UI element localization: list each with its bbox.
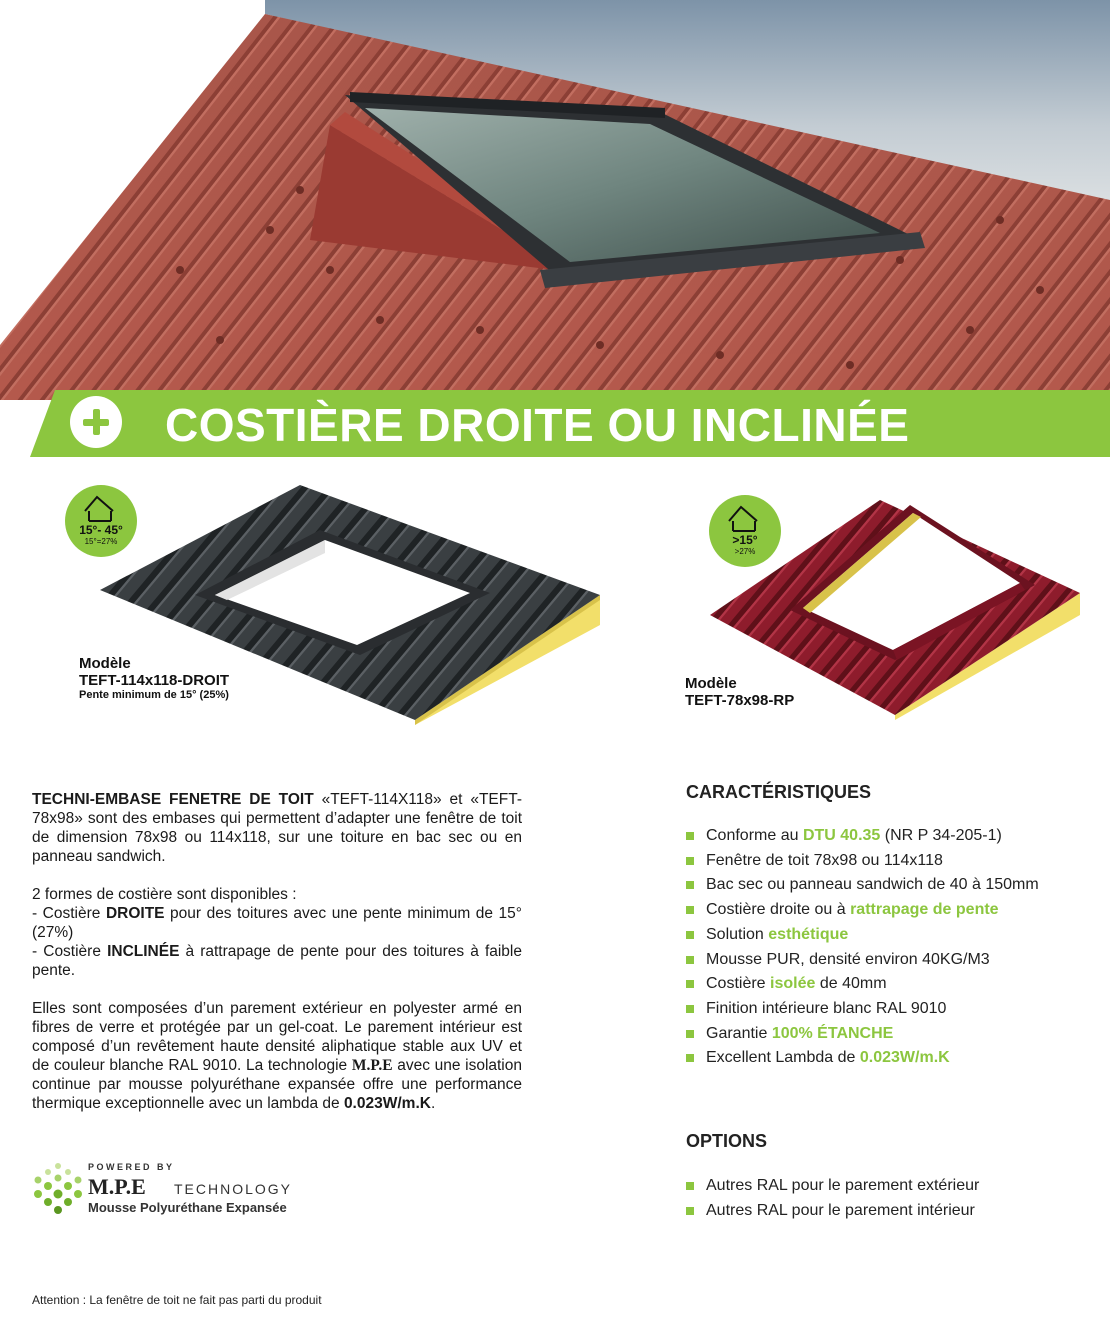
characteristic-item <box>686 997 1106 1022</box>
model-code: TEFT-78x98-RP <box>685 692 795 709</box>
item-highlight: rattrapage de pente <box>850 901 999 919</box>
item-text: Excellent Lambda de <box>706 1049 860 1067</box>
badge-angle: >15° <box>732 533 758 547</box>
model-code: TEFT-114x118-DROIT <box>79 672 230 689</box>
bullet-square-icon <box>686 1207 694 1215</box>
characteristic-item <box>686 824 1106 849</box>
bullet-square-icon <box>686 1005 694 1013</box>
house-slope-icon <box>83 493 119 523</box>
bullet-square-icon <box>686 956 694 964</box>
slope-badge-right <box>709 495 781 567</box>
description-text: «TEFT-114X118» et «TEFT-78x98» sont des embases qui permettent d’adapter une fenêtre de toit de dimension 78x98 ou 114x118, sur une toiture en bac sec ou en panneau sandwich. <box>32 791 522 865</box>
bullet-square-icon <box>686 881 694 889</box>
product-description <box>32 790 522 1132</box>
bullet-square-icon <box>686 1054 694 1062</box>
mpe-dots-icon <box>32 1160 84 1216</box>
characteristic-item <box>686 948 1106 973</box>
product-name: TECHNI-EMBASE FENETRE DE TOIT <box>32 791 314 808</box>
text: . <box>430 1095 436 1112</box>
item-text: Finition intérieure blanc RAL 9010 <box>706 999 947 1017</box>
text: pour des toitures avec une pente minimum de 15° (27%) <box>32 905 522 941</box>
bullet-square-icon <box>686 980 694 988</box>
model-label-right <box>685 675 794 709</box>
text: - Costière <box>32 905 106 922</box>
mpe-technology-logo <box>32 1160 332 1220</box>
item-text: Costière <box>706 975 771 993</box>
model-label: Modèle <box>79 655 131 672</box>
item-text: Autres RAL pour le parement extérieur <box>706 1177 980 1194</box>
plus-icon <box>70 396 122 448</box>
house-slope-icon <box>727 503 763 533</box>
bullet-square-icon <box>686 857 694 865</box>
characteristics-list <box>686 824 1106 1071</box>
characteristics-title: CARACTÉRISTIQUES <box>686 782 872 802</box>
item-text: Bac sec ou panneau sandwich de 40 à 150mm <box>706 876 1039 894</box>
forms-intro: 2 formes de costière sont disponibles : <box>32 886 297 903</box>
mpe-brand-inline: M.P.E <box>351 1057 393 1074</box>
item-text: Garantie <box>706 1024 772 1042</box>
options-title: OPTIONS <box>686 1131 768 1151</box>
options-list <box>686 1174 1106 1223</box>
text: INCLINÉE <box>107 943 180 960</box>
characteristic-item <box>686 1046 1106 1071</box>
item-highlight: DTU 40.35 <box>802 827 881 844</box>
model-label-left <box>79 655 229 702</box>
item-highlight: 100% ÉTANCHE <box>771 1024 894 1042</box>
mpe-brand: M.P.E <box>88 1174 146 1199</box>
powered-by: POWERED BY <box>88 1162 175 1172</box>
item-text: Mousse PUR, densité environ 40KG/M3 <box>706 950 990 968</box>
badge-percent: >27% <box>734 547 756 556</box>
attention-note: Attention : La fenêtre de toit ne fait pas parti du produit <box>32 1293 322 1307</box>
badge-angle: 15°- 45° <box>79 523 123 537</box>
description-paragraph-1 <box>32 790 522 866</box>
bullet-square-icon <box>686 832 694 840</box>
characteristic-item <box>686 898 1106 923</box>
text: - Costière <box>32 943 108 960</box>
slope-badge-left <box>65 485 137 557</box>
badge-percent: 15°=27% <box>84 537 118 546</box>
banner-title: COSTIÈRE DROITE OU INCLINÉE <box>165 399 910 451</box>
bullet-square-icon <box>686 1182 694 1190</box>
text: à rattrapage de pente pour des toitures à faible pente. <box>32 943 522 979</box>
lambda-value: 0.023W/m.K <box>343 1095 431 1112</box>
characteristic-item <box>686 923 1106 948</box>
mpe-technology: TECHNOLOGY <box>174 1181 293 1197</box>
item-text: Costière droite ou à <box>706 901 851 919</box>
text: Elles sont composées d’un parement extérieur en polyester armé en fibres de verre et protégée par un gel-coat. Le parement intérieur est composé d’un revêtement haute densité aliphatique stable aux UV et de couleur blanche RAL 9010. La technologie <box>32 1000 522 1074</box>
text: avec une isolation continue par mousse polyuréthane expansée offre une performance thermique exceptionnelle avec un lambda de <box>32 1057 522 1112</box>
title-banner <box>0 390 1110 460</box>
item-text: Solution <box>706 925 769 943</box>
mpe-subtitle: Mousse Polyuréthane Expansée <box>88 1200 287 1215</box>
bullet-square-icon <box>686 1030 694 1038</box>
item-highlight: 0.023W/m.K <box>859 1049 950 1067</box>
characteristic-item <box>686 849 1106 874</box>
option-item <box>686 1199 1106 1224</box>
item-text: Autres RAL pour le parement intérieur <box>706 1201 975 1219</box>
characteristic-item <box>686 1022 1106 1047</box>
description-paragraph-3 <box>32 999 522 1113</box>
item-highlight: esthétique <box>768 925 849 943</box>
item-text: Conforme au <box>706 827 803 844</box>
bullet-square-icon <box>686 906 694 914</box>
characteristic-item <box>686 873 1106 898</box>
item-text: Fenêtre de toit 78x98 ou 114x118 <box>706 851 943 869</box>
item-text: (NR P 34-205-1) <box>880 827 1002 844</box>
item-highlight: isolée <box>770 975 816 993</box>
description-paragraph-2 <box>32 885 522 980</box>
characteristic-item <box>686 972 1106 997</box>
item-text: de 40mm <box>815 975 887 993</box>
model-note: Pente minimum de 15° (25%) <box>79 689 229 701</box>
text: DROITE <box>105 905 165 922</box>
model-label: Modèle <box>685 675 737 692</box>
hero-photo <box>0 0 1110 400</box>
bullet-square-icon <box>686 931 694 939</box>
option-item <box>686 1174 1106 1199</box>
